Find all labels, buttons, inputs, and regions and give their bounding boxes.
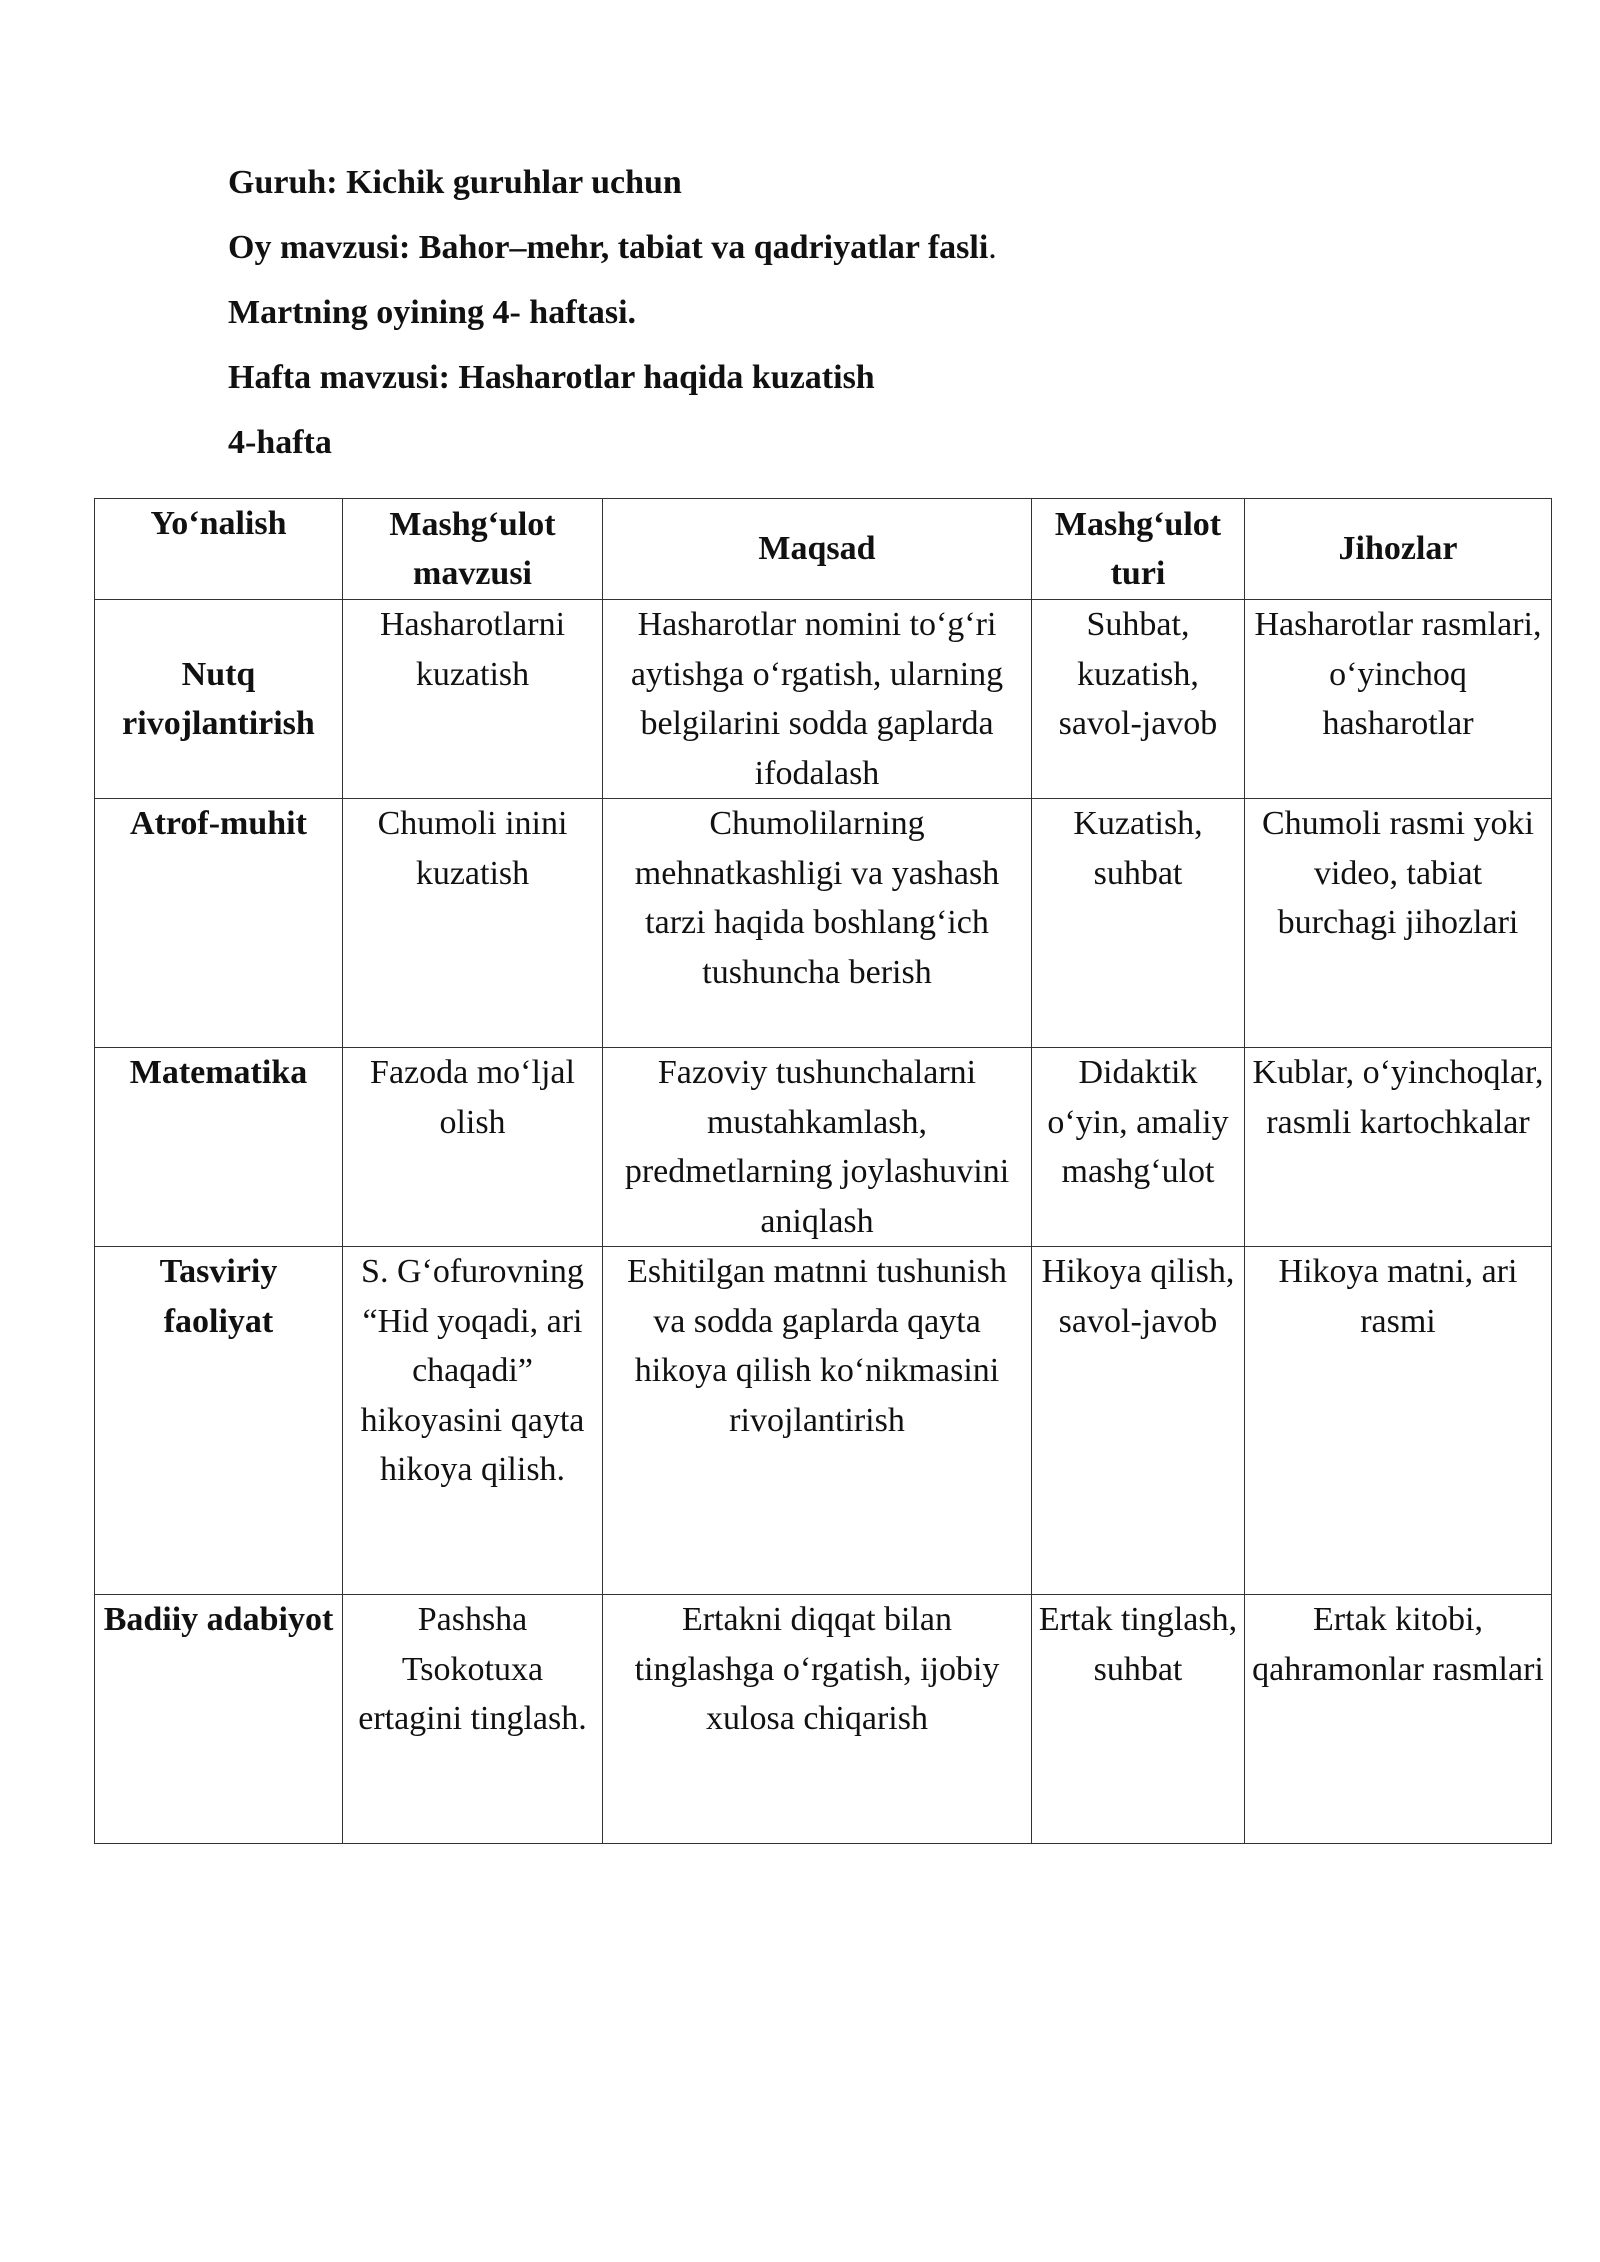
month-theme-period: . xyxy=(988,229,997,266)
month-theme-line xyxy=(228,215,997,280)
cell-topic: Hasharotlarni kuzatish xyxy=(343,600,603,799)
cell-equipment: Chumoli rasmi yoki video, tabiat burchagi jihozlari xyxy=(1245,799,1552,1048)
column-header-direction: Yo‘nalish xyxy=(95,499,343,600)
column-header-topic-text: Mashg‘ulot mavzusi xyxy=(389,505,556,592)
cell-equipment: Ertak kitobi, qahramonlar rasmlari xyxy=(1245,1595,1552,1844)
column-header-type: Mashg‘ulot turi xyxy=(1032,499,1245,600)
cell-direction: Atrof-muhit xyxy=(95,799,343,1048)
table-row xyxy=(95,1247,1552,1595)
cell-equipment: Hasharotlar rasmlari, o‘yinchoq hasharotlar xyxy=(1245,600,1552,799)
cell-type: Suhbat, kuzatish, savol-javob xyxy=(1032,600,1245,799)
month-theme-text: Oy mavzusi: Bahor–mehr, tabiat va qadriyatlar fasli xyxy=(228,229,989,266)
cell-goal: Hasharotlar nomini to‘g‘ri aytishga o‘rgatish, ularning belgilarini sodda gaplarda ifodalash xyxy=(603,600,1032,799)
cell-topic: Fazoda mo‘ljal olish xyxy=(343,1048,603,1247)
cell-topic: Chumoli inini kuzatish xyxy=(343,799,603,1048)
table-row xyxy=(95,1048,1552,1247)
cell-goal: Eshitilgan matnni tushunish va sodda gaplarda qayta hikoya qilish ko‘nikmasini rivojlantirish xyxy=(603,1247,1032,1595)
week-number-line: 4-hafta xyxy=(228,424,332,461)
table-row xyxy=(95,1595,1552,1844)
table-header-row xyxy=(95,499,1552,600)
cell-topic: Pashsha Tsokotuxa ertagini tinglash. xyxy=(343,1595,603,1844)
cell-type: Kuzatish, suhbat xyxy=(1032,799,1245,1048)
cell-type: Hikoya qilish, savol-javob xyxy=(1032,1247,1245,1595)
cell-direction: Matematika xyxy=(95,1048,343,1247)
cell-goal: Chumolilarning mehnatkashligi va yashash tarzi haqida boshlang‘ich tushuncha berish xyxy=(603,799,1032,1048)
column-header-topic xyxy=(343,499,603,600)
group-line: Guruh: Kichik guruhlar uchun xyxy=(228,164,682,201)
cell-goal: Ertakni diqqat bilan tinglashga o‘rgatish, ijobiy xulosa chiqarish xyxy=(603,1595,1032,1844)
cell-goal: Fazoviy tushunchalarni mustahkamlash, predmetlarning joylashuvini aniqlash xyxy=(603,1048,1032,1247)
week-of-month-line: Martning oyining 4- haftasi. xyxy=(228,294,637,331)
column-header-equipment: Jihozlar xyxy=(1245,499,1552,600)
cell-topic: S. G‘ofurovning “Hid yoqadi, ari chaqadi” hikoyasini qayta hikoya qilish. xyxy=(343,1247,603,1595)
cell-equipment: Hikoya matni, ari rasmi xyxy=(1245,1247,1552,1595)
cell-direction: Tasviriy faoliyat xyxy=(95,1247,343,1595)
lesson-plan-table xyxy=(94,498,1552,1844)
column-header-goal: Maqsad xyxy=(603,499,1032,600)
cell-direction: Badiiy adabiyot xyxy=(95,1595,343,1844)
document-header xyxy=(228,150,997,475)
table-row xyxy=(95,600,1552,799)
table-row xyxy=(95,799,1552,1048)
cell-equipment: Kublar, o‘yinchoqlar, rasmli kartochkalar xyxy=(1245,1048,1552,1247)
cell-direction: Nutq rivojlantirish xyxy=(95,600,343,799)
cell-type: Ertak tinglash, suhbat xyxy=(1032,1595,1245,1844)
cell-type: Didaktik o‘yin, amaliy mashg‘ulot xyxy=(1032,1048,1245,1247)
week-theme-line: Hafta mavzusi: Hasharotlar haqida kuzatish xyxy=(228,359,875,396)
